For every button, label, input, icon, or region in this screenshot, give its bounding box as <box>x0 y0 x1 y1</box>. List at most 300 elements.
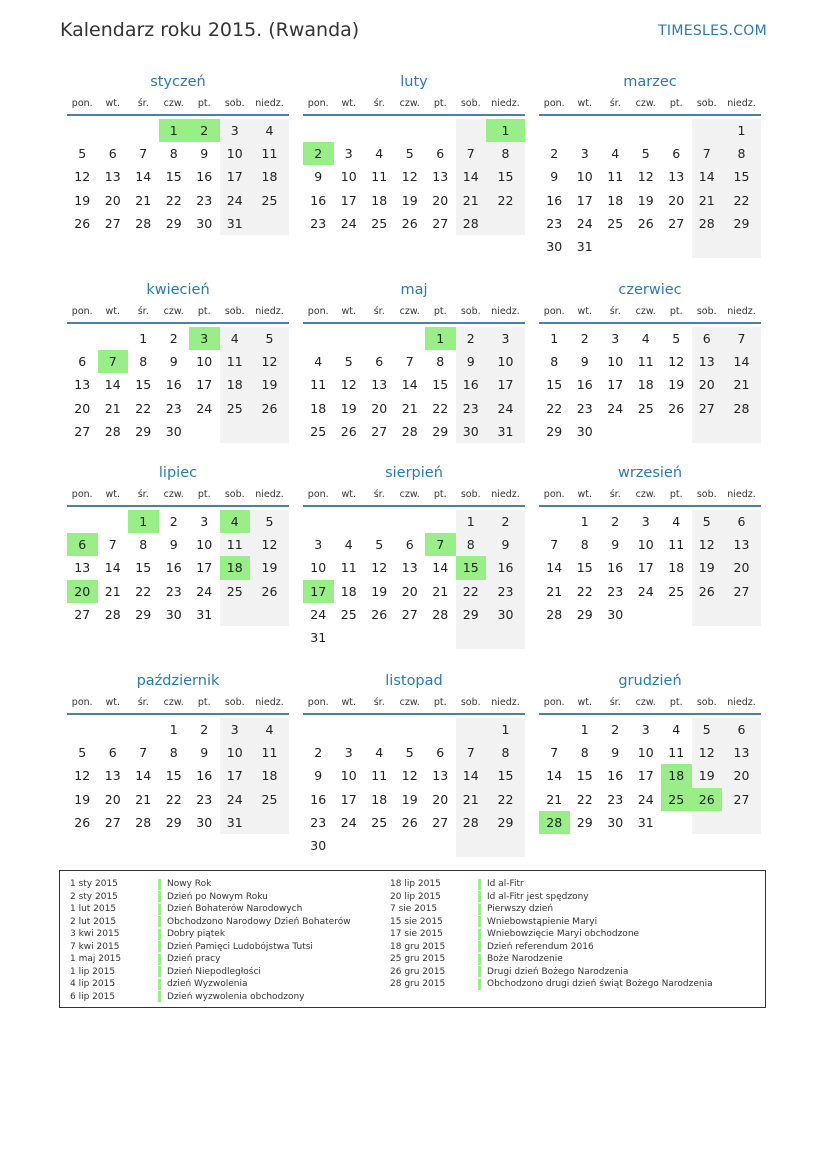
empty-cell <box>67 119 98 142</box>
weekday-header <box>303 693 525 715</box>
day-cell: 15 <box>546 377 563 393</box>
legend-row <box>70 891 351 904</box>
weekday-label: pt. <box>433 306 447 317</box>
day-cell: 12 <box>74 768 91 784</box>
day-cell: 10 <box>607 354 624 370</box>
day-cell: 26 <box>250 580 289 603</box>
legend-row <box>70 928 351 941</box>
day-cell: 30 <box>607 606 624 622</box>
day-cell: 8 <box>169 146 178 162</box>
day-cell: 21 <box>104 400 121 416</box>
day-cell: 29 <box>456 603 487 626</box>
day-cell: 3 <box>200 514 209 530</box>
legend-holiday-name: Wniebowstąpienie Maryi <box>487 916 598 927</box>
day-cell: 19 <box>340 400 357 416</box>
day-cell: 11 <box>250 142 289 165</box>
day-cell: 23 <box>310 814 327 830</box>
empty-cell <box>600 420 631 443</box>
legend-date: 15 sie 2015 <box>390 916 443 927</box>
weekday-label: wt. <box>105 489 120 500</box>
day-cell: 4 <box>672 514 681 530</box>
legend-row <box>390 878 713 891</box>
month-days <box>539 510 761 626</box>
day-cell: 30 <box>607 814 624 830</box>
day-cell: 9 <box>169 537 178 553</box>
day-cell: 13 <box>104 169 121 185</box>
weekday-label: sob. <box>460 98 481 109</box>
weekday-label: pt. <box>197 489 211 500</box>
holiday-marker-icon <box>478 879 481 890</box>
weekday-label: śr. <box>373 98 385 109</box>
legend-holiday-name: Dzień wyzwolenia obchodzony <box>167 991 305 1002</box>
legend-date: 1 lip 2015 <box>70 966 116 977</box>
empty-cell <box>364 626 395 649</box>
day-cell: 28 <box>104 606 121 622</box>
day-cell: 29 <box>486 811 525 834</box>
month-name: lipiec <box>158 465 198 481</box>
weekday-label: wt. <box>341 489 356 500</box>
day-cell: 1 <box>425 327 456 350</box>
legend-holiday-name: Dzień Niepodległości <box>167 966 261 977</box>
day-cell: 25 <box>371 215 388 231</box>
empty-cell <box>334 834 365 857</box>
day-cell: 5 <box>692 510 723 533</box>
legend-holiday-name: Id al-Fitr jest spędzony <box>487 891 589 902</box>
day-cell: 4 <box>220 327 251 350</box>
weekday-header <box>67 485 289 507</box>
weekday-label: niedz. <box>491 306 520 317</box>
day-cell: 4 <box>220 510 251 533</box>
day-cell: 17 <box>340 791 357 807</box>
day-cell: 26 <box>74 215 91 231</box>
month-name: wrzesień <box>617 465 683 481</box>
weekday-header <box>303 485 525 507</box>
legend-date: 7 sie 2015 <box>390 904 438 915</box>
empty-cell <box>661 235 692 258</box>
empty-cell <box>425 834 456 857</box>
holiday-marker-icon <box>478 929 481 940</box>
day-cell: 12 <box>668 354 685 370</box>
day-cell: 20 <box>371 400 388 416</box>
day-cell: 3 <box>220 119 251 142</box>
day-cell: 22 <box>432 400 449 416</box>
day-cell: 23 <box>310 215 327 231</box>
holiday-legend <box>59 870 766 1008</box>
day-cell: 1 <box>128 510 159 533</box>
day-cell: 8 <box>722 142 761 165</box>
day-cell: 15 <box>486 764 525 787</box>
empty-cell <box>486 626 525 649</box>
day-cell: 15 <box>135 560 152 576</box>
holiday-marker-icon <box>158 966 161 977</box>
day-cell: 28 <box>135 215 152 231</box>
day-cell: 19 <box>74 192 91 208</box>
empty-cell <box>395 510 426 533</box>
day-cell: 28 <box>104 423 121 439</box>
day-cell: 3 <box>486 327 525 350</box>
day-cell: 6 <box>78 354 87 370</box>
month-days <box>539 327 761 443</box>
day-cell: 10 <box>486 350 525 373</box>
empty-cell <box>364 718 395 741</box>
day-cell: 5 <box>78 146 87 162</box>
day-cell: 29 <box>135 606 152 622</box>
day-cell: 23 <box>576 400 593 416</box>
legend-date: 3 kwi 2015 <box>70 929 120 940</box>
legend-row <box>70 991 351 1004</box>
day-cell: 11 <box>371 768 388 784</box>
day-cell: 17 <box>576 192 593 208</box>
legend-column-left <box>70 878 351 1003</box>
weekday-label: śr. <box>137 489 149 500</box>
day-cell: 5 <box>641 146 650 162</box>
day-cell: 19 <box>250 556 289 579</box>
day-cell: 17 <box>486 373 525 396</box>
day-cell: 5 <box>672 331 681 347</box>
day-cell: 20 <box>104 791 121 807</box>
day-cell: 17 <box>196 560 213 576</box>
weekday-label: niedz. <box>255 98 284 109</box>
day-cell: 14 <box>135 169 152 185</box>
day-cell: 10 <box>196 537 213 553</box>
day-cell: 15 <box>576 768 593 784</box>
day-cell: 8 <box>456 533 487 556</box>
day-cell: 25 <box>250 788 289 811</box>
day-cell: 15 <box>165 169 182 185</box>
empty-cell <box>425 510 456 533</box>
month-block <box>67 463 289 626</box>
day-cell: 14 <box>135 768 152 784</box>
empty-cell <box>692 119 723 142</box>
day-cell: 3 <box>641 514 650 530</box>
day-cell: 22 <box>576 791 593 807</box>
day-cell: 14 <box>546 768 563 784</box>
day-cell: 29 <box>135 423 152 439</box>
day-cell: 9 <box>200 146 209 162</box>
day-cell: 15 <box>135 377 152 393</box>
day-cell: 31 <box>637 814 654 830</box>
day-cell: 9 <box>580 354 589 370</box>
day-cell: 12 <box>692 741 723 764</box>
weekday-label: czw. <box>163 98 184 109</box>
legend-date: 1 lut 2015 <box>70 904 117 915</box>
weekday-label: sob. <box>696 489 717 500</box>
day-cell: 2 <box>169 514 178 530</box>
day-cell: 26 <box>250 397 289 420</box>
day-cell: 29 <box>576 606 593 622</box>
day-cell: 24 <box>220 788 251 811</box>
day-cell: 21 <box>135 791 152 807</box>
day-cell: 16 <box>607 560 624 576</box>
day-cell: 4 <box>375 146 384 162</box>
day-cell: 6 <box>722 510 761 533</box>
weekday-label: sob. <box>224 98 245 109</box>
day-cell: 25 <box>250 189 289 212</box>
empty-cell <box>67 327 98 350</box>
legend-row <box>70 941 351 954</box>
holiday-marker-icon <box>158 991 161 1002</box>
day-cell: 3 <box>611 331 620 347</box>
day-cell: 26 <box>692 788 723 811</box>
day-cell: 26 <box>371 606 388 622</box>
day-cell: 19 <box>668 377 685 393</box>
day-cell: 6 <box>722 718 761 741</box>
day-cell: 22 <box>456 580 487 603</box>
day-cell: 2 <box>486 510 525 533</box>
weekday-header <box>67 693 289 715</box>
day-cell: 27 <box>432 814 449 830</box>
empty-cell <box>364 327 395 350</box>
day-cell: 10 <box>220 142 251 165</box>
empty-cell <box>395 718 426 741</box>
day-cell: 16 <box>196 169 213 185</box>
weekday-label: sob. <box>224 697 245 708</box>
empty-cell <box>722 603 761 626</box>
day-cell: 30 <box>546 239 563 255</box>
day-cell: 15 <box>722 165 761 188</box>
empty-cell <box>395 119 426 142</box>
empty-cell <box>98 119 129 142</box>
day-cell: 9 <box>456 350 487 373</box>
day-cell: 27 <box>104 814 121 830</box>
holiday-marker-icon <box>478 966 481 977</box>
month-block <box>67 671 289 834</box>
legend-holiday-name: Wniebowzięcie Maryi obchodzone <box>487 929 640 940</box>
legend-holiday-name: Obchodzono drugi dzień świąt Bożego Narodzenia <box>487 979 713 990</box>
empty-cell <box>661 603 692 626</box>
weekday-label: wt. <box>341 697 356 708</box>
day-cell: 1 <box>550 331 559 347</box>
day-cell: 25 <box>661 788 692 811</box>
weekday-label: czw. <box>635 306 656 317</box>
day-cell: 21 <box>104 583 121 599</box>
day-cell: 22 <box>546 400 563 416</box>
weekday-label: wt. <box>577 697 592 708</box>
empty-cell <box>631 603 662 626</box>
day-cell: 27 <box>722 788 761 811</box>
legend-row <box>390 978 713 991</box>
weekday-label: śr. <box>137 98 149 109</box>
day-cell: 20 <box>401 583 418 599</box>
day-cell: 28 <box>539 811 570 834</box>
legend-holiday-name: Nowy Rok <box>167 879 212 890</box>
day-cell: 27 <box>371 423 388 439</box>
legend-holiday-name: Id al-Fitr <box>487 879 524 890</box>
weekday-label: czw. <box>399 98 420 109</box>
day-cell: 10 <box>637 537 654 553</box>
day-cell: 25 <box>371 814 388 830</box>
day-cell: 16 <box>310 791 327 807</box>
weekday-label: niedz. <box>727 489 756 500</box>
month-days <box>303 327 525 443</box>
day-cell: 2 <box>169 331 178 347</box>
day-cell: 13 <box>722 741 761 764</box>
month-block <box>303 671 525 857</box>
day-cell: 28 <box>456 212 487 235</box>
legend-holiday-name: Drugi dzień Bożego Narodzenia <box>487 966 629 977</box>
holiday-marker-icon <box>158 904 161 915</box>
empty-cell <box>456 834 487 857</box>
weekday-label: pt. <box>433 98 447 109</box>
day-cell: 16 <box>486 556 525 579</box>
weekday-label: wt. <box>577 306 592 317</box>
day-cell: 28 <box>692 212 723 235</box>
day-cell: 6 <box>405 537 414 553</box>
day-cell: 27 <box>692 397 723 420</box>
day-cell: 7 <box>108 537 117 553</box>
day-cell: 14 <box>456 764 487 787</box>
month-days <box>303 718 525 857</box>
month-days <box>539 718 761 834</box>
day-cell: 13 <box>74 560 91 576</box>
empty-cell <box>661 420 692 443</box>
day-cell: 7 <box>405 354 414 370</box>
day-cell: 27 <box>432 215 449 231</box>
weekday-label: czw. <box>635 489 656 500</box>
day-cell: 9 <box>550 169 559 185</box>
weekday-label: sob. <box>696 98 717 109</box>
weekday-label: czw. <box>163 697 184 708</box>
day-cell: 17 <box>637 768 654 784</box>
day-cell: 7 <box>425 533 456 556</box>
weekday-label: pt. <box>197 98 211 109</box>
empty-cell <box>600 235 631 258</box>
day-cell: 7 <box>456 142 487 165</box>
day-cell: 29 <box>432 423 449 439</box>
legend-holiday-name: Pierwszy dzień <box>487 904 554 915</box>
holiday-marker-icon <box>158 891 161 902</box>
day-cell: 27 <box>401 606 418 622</box>
empty-cell <box>364 119 395 142</box>
day-cell: 27 <box>74 423 91 439</box>
day-cell: 23 <box>165 400 182 416</box>
day-cell: 1 <box>139 331 148 347</box>
weekday-label: niedz. <box>491 489 520 500</box>
day-cell: 15 <box>165 768 182 784</box>
holiday-marker-icon <box>158 941 161 952</box>
legend-date: 18 gru 2015 <box>390 941 446 952</box>
weekday-label: pon. <box>307 306 329 317</box>
day-cell: 19 <box>371 583 388 599</box>
legend-holiday-name: Dzień referendum 2016 <box>487 941 594 952</box>
weekday-label: czw. <box>163 489 184 500</box>
day-cell: 21 <box>135 192 152 208</box>
day-cell: 26 <box>340 423 357 439</box>
day-cell: 24 <box>576 215 593 231</box>
legend-holiday-name: Dobry piątek <box>167 929 226 940</box>
day-cell: 7 <box>550 745 559 761</box>
day-cell: 2 <box>611 514 620 530</box>
day-cell: 25 <box>220 580 251 603</box>
day-cell: 3 <box>580 146 589 162</box>
brand-logo-text[interactable]: TIMESLES.COM <box>658 23 767 39</box>
day-cell: 30 <box>576 423 593 439</box>
day-cell: 25 <box>220 397 251 420</box>
weekday-label: śr. <box>373 489 385 500</box>
weekday-label: sob. <box>696 697 717 708</box>
day-cell: 5 <box>250 510 289 533</box>
weekday-label: pon. <box>71 697 93 708</box>
weekday-label: czw. <box>635 98 656 109</box>
day-cell: 25 <box>340 606 357 622</box>
month-days <box>67 510 289 626</box>
day-cell: 9 <box>314 169 323 185</box>
day-cell: 2 <box>580 331 589 347</box>
weekday-label: niedz. <box>727 98 756 109</box>
legend-row <box>390 903 713 916</box>
day-cell: 24 <box>310 606 327 622</box>
weekday-header <box>539 693 761 715</box>
day-cell: 12 <box>401 768 418 784</box>
legend-holiday-name: Dzień pracy <box>167 954 221 965</box>
legend-date: 1 maj 2015 <box>70 954 122 965</box>
day-cell: 28 <box>546 606 563 622</box>
day-cell: 26 <box>401 215 418 231</box>
day-cell: 27 <box>74 606 91 622</box>
day-cell: 7 <box>139 146 148 162</box>
day-cell: 16 <box>456 373 487 396</box>
day-cell: 14 <box>546 560 563 576</box>
day-cell: 27 <box>104 215 121 231</box>
day-cell: 30 <box>196 814 213 830</box>
day-cell: 8 <box>486 741 525 764</box>
day-cell: 19 <box>637 192 654 208</box>
day-cell: 2 <box>611 722 620 738</box>
day-cell: 16 <box>546 192 563 208</box>
day-cell: 11 <box>371 169 388 185</box>
weekday-label: wt. <box>577 98 592 109</box>
weekday-header <box>303 302 525 324</box>
legend-row <box>390 891 713 904</box>
day-cell: 24 <box>486 397 525 420</box>
empty-cell <box>334 510 365 533</box>
day-cell: 18 <box>371 791 388 807</box>
empty-cell <box>539 119 570 142</box>
month-days <box>303 510 525 649</box>
weekday-label: śr. <box>609 98 621 109</box>
day-cell: 17 <box>196 377 213 393</box>
legend-holiday-name: Dzień Bohaterów Narodowych <box>167 904 303 915</box>
day-cell: 10 <box>340 768 357 784</box>
legend-row <box>70 903 351 916</box>
day-cell: 11 <box>340 560 357 576</box>
weekday-label: pon. <box>307 697 329 708</box>
empty-cell <box>334 119 365 142</box>
day-cell: 16 <box>607 768 624 784</box>
day-cell: 4 <box>250 119 289 142</box>
legend-date: 17 sie 2015 <box>390 929 443 940</box>
day-cell: 3 <box>641 722 650 738</box>
legend-date: 7 kwi 2015 <box>70 941 120 952</box>
empty-cell <box>98 718 129 741</box>
day-cell: 5 <box>692 718 723 741</box>
day-cell: 18 <box>250 764 289 787</box>
day-cell: 19 <box>74 791 91 807</box>
day-cell: 14 <box>692 165 723 188</box>
day-cell: 18 <box>220 373 251 396</box>
empty-cell <box>220 603 251 626</box>
month-name: styczeń <box>150 74 206 90</box>
day-cell: 17 <box>340 192 357 208</box>
day-cell: 8 <box>169 745 178 761</box>
day-cell: 30 <box>310 838 327 854</box>
weekday-label: sob. <box>224 306 245 317</box>
legend-date: 4 lip 2015 <box>70 979 116 990</box>
holiday-marker-icon <box>478 904 481 915</box>
day-cell: 9 <box>486 533 525 556</box>
day-cell: 29 <box>165 814 182 830</box>
day-cell: 28 <box>135 814 152 830</box>
